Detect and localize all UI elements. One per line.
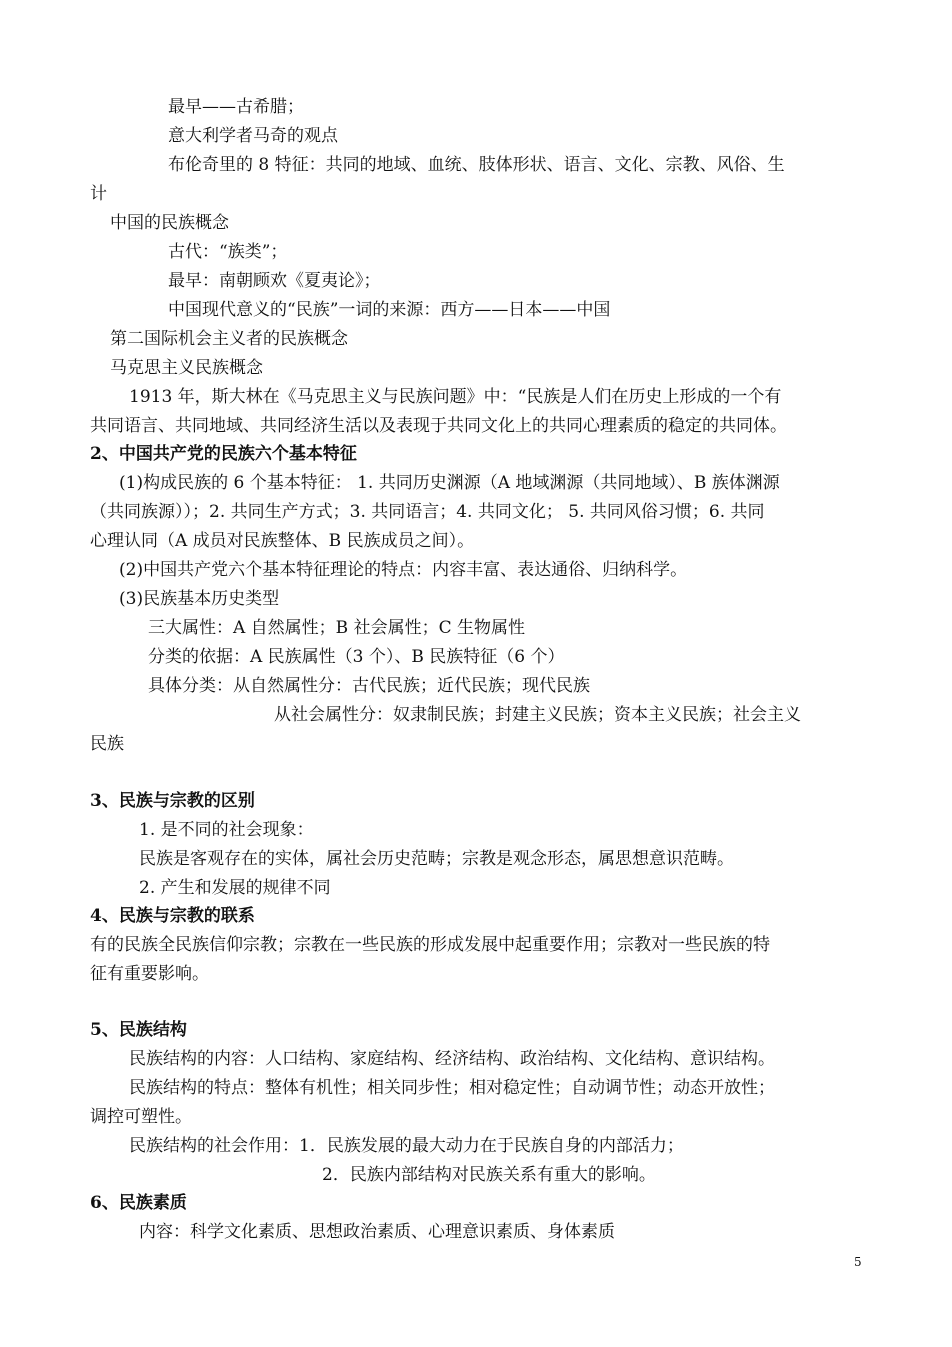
text-line: 分类的依据：A 民族属性（3 个）、B 民族特征（6 个）	[148, 647, 565, 667]
text-line: 2. 产生和发展的规律不同	[139, 878, 331, 898]
section-heading: 6、民族素质	[90, 1193, 187, 1213]
text-line: (2)中国共产党六个基本特征理论的特点：内容丰富、表达通俗、归纳科学。	[119, 560, 688, 580]
section-heading: 2、中国共产党的民族六个基本特征	[90, 444, 357, 464]
text-line: 民族结构的社会作用：1．民族发展的最大动力在于民族自身的内部活力；	[129, 1136, 684, 1156]
text-line	[119, 473, 862, 493]
text-run: 从社会属性分：奴隶制民族；封建主义民族；资本主义民族；社会主义	[274, 705, 801, 725]
text-line	[274, 705, 862, 725]
section-subheading: 第二国际机会主义者的民族概念	[110, 329, 348, 349]
text-run: 1913 年，斯大林在《马克思主义与民族问题》中：“民族是人们在历史上形成的一个有	[129, 387, 782, 407]
text-line: 中国现代意义的“民族”一词的来源：西方——日本——中国	[168, 300, 611, 320]
text-line: 计	[90, 184, 107, 204]
text-line: 心理认同（A 成员对民族整体、B 民族成员之间）。	[90, 531, 475, 551]
text-run: 布伦奇里的 8 特征：共同的地域、血统、肢体形状、语言、文化、宗教、风俗、生	[168, 155, 785, 175]
page-number: 5	[854, 1255, 862, 1269]
section-subheading: 中国的民族概念	[110, 213, 229, 233]
text-line	[129, 387, 862, 407]
text-run: (1)构成民族的 6 个基本特征： 1. 共同历史渊源（A 地域渊源（共同地域）、B 族体渊源	[119, 473, 780, 493]
text-run: （共同族源））；2. 共同生产方式；3. 共同语言；4. 共同文化； 5. 共同风俗习惯；6. 共同	[90, 502, 765, 522]
text-line: 意大利学者马奇的观点	[168, 126, 338, 146]
text-line: 征有重要影响。	[90, 964, 209, 984]
text-line: 调控可塑性。	[90, 1107, 192, 1127]
text-line: 共同语言、共同地域、共同经济生活以及表现于共同文化上的共同心理素质的稳定的共同体。	[90, 416, 787, 436]
text-line: 1. 是不同的社会现象：	[139, 820, 314, 840]
text-run: 有的民族全民族信仰宗教；宗教在一些民族的形成发展中起重要作用；宗教对一些民族的特	[90, 935, 770, 955]
text-line: 2．民族内部结构对民族关系有重大的影响。	[322, 1165, 656, 1185]
text-line	[90, 502, 862, 522]
text-line	[90, 935, 862, 955]
section-heading: 5、民族结构	[90, 1020, 187, 1040]
text-run: 民族结构的特点：整体有机性；相关同步性；相对稳定性；自动调节性；动态开放性；	[129, 1078, 775, 1098]
text-line	[129, 1078, 862, 1098]
text-line: 古代：“族类”；	[168, 242, 288, 262]
section-heading: 3、民族与宗教的区别	[90, 791, 255, 811]
text-line	[168, 155, 862, 175]
text-line: 民族是客观存在的实体，属社会历史范畴；宗教是观念形态，属思想意识范畴。	[139, 849, 734, 869]
text-line: 内容：科学文化素质、思想政治素质、心理意识素质、身体素质	[139, 1222, 615, 1242]
section-subheading: 马克思主义民族概念	[110, 358, 263, 378]
text-line: 最早——古希腊；	[168, 97, 304, 117]
text-line: 具体分类：从自然属性分：古代民族；近代民族；现代民族	[148, 676, 590, 696]
text-line: (3)民族基本历史类型	[119, 589, 280, 609]
text-line: 民族结构的内容：人口结构、家庭结构、经济结构、政治结构、文化结构、意识结构。	[129, 1049, 775, 1069]
section-heading: 4、民族与宗教的联系	[90, 906, 255, 926]
text-line: 三大属性：A 自然属性；B 社会属性；C 生物属性	[148, 618, 525, 638]
text-line: 民族	[90, 734, 124, 754]
text-line: 最早：南朝顾欢《夏夷论》；	[168, 271, 381, 291]
